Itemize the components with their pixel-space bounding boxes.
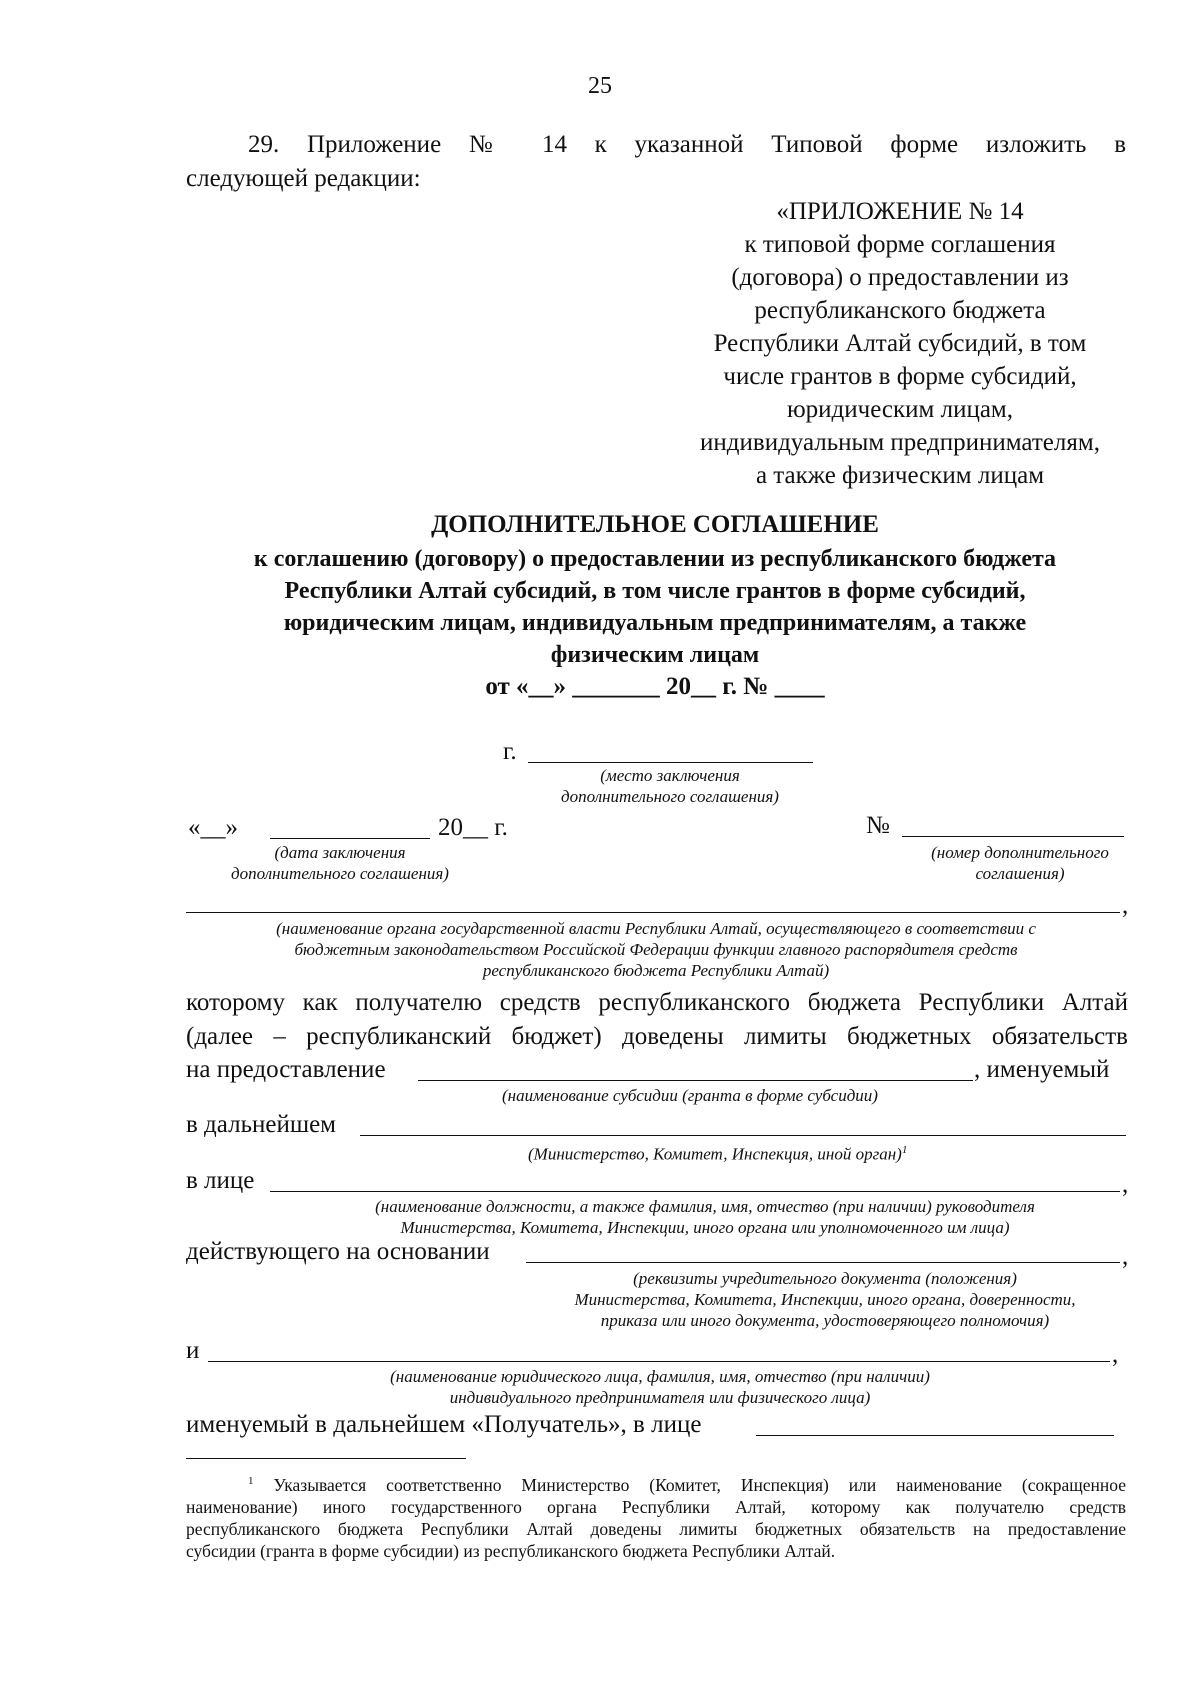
footnote-line: республиканского бюджета Республики Алтай доведены лимиты бюджетных обязательств на предоставление [186,1518,1126,1539]
appendix-line: числе грантов в форме субсидий, [723,363,1077,390]
appendix-header [660,195,1140,492]
title-line: Республики Алтай субсидий, в том числе грантов в форме субсидий, [284,578,1026,604]
date-caption [200,842,480,884]
authority-field[interactable] [186,912,1120,913]
named-recipient-prefix: именуемый в дальнейшем «Получатель», в лице [186,1411,702,1438]
appendix-line: к типовой форме соглашения [744,231,1056,258]
subsidy-field[interactable] [418,1080,973,1081]
title-line: физическим лицам [550,642,760,668]
appendix-line: республиканского бюджета [754,297,1046,324]
appendix-line: юридическим лицам, [786,396,1014,423]
basis-caption [520,1268,1130,1331]
footnote-line: субсидии (гранта в форме субсидии) из республиканского бюджета Республики Алтай. [186,1540,836,1561]
authority-comma: , [1122,892,1129,919]
footnote-line: наименование) иного государственного органа Республики Алтай, которому как получателю средств [186,1496,1126,1517]
person-prefix: в лице [186,1167,255,1194]
person-field[interactable] [270,1191,1120,1192]
caption-line: (реквизиты учредительного документа (положения) [633,1269,1017,1288]
footnote [186,1470,1126,1562]
intro-line-1: 29. Приложение № 14 к указанной Типовой форме изложить в [248,131,1126,158]
document-title: ДОПОЛНИТЕЛЬНОЕ СОГЛАШЕНИЕ [431,511,879,538]
person-comma: , [1122,1171,1129,1198]
subsidy-caption: (наименование субсидии (гранта в форме субсидии) [502,1086,878,1105]
recipient-caption [250,1366,1070,1408]
caption-line: (наименование органа государственной власти Республики Алтай, осуществляющего в соответствии с [276,919,1036,938]
basis-field[interactable] [526,1262,1120,1263]
caption-line: (Министерство, Комитет, Инспекция, иной орган) [528,1144,902,1164]
recipient-field[interactable] [208,1361,1110,1362]
footnote-marker: 1 [248,1475,254,1487]
footnote-line: Указывается соответственно Министерство (Комитет, Инспекция) или наименование (сокращенное [273,1474,1126,1495]
caption-line: соглашения) [975,864,1065,883]
named-suffix: , именуемый [974,1056,1110,1083]
place-prefix: г. [503,738,517,765]
ministry-field[interactable] [360,1135,1126,1136]
caption-line: (место заключения [600,766,740,785]
caption-line: Министерства, Комитета, Инспекции, иного органа, доверенности, [574,1290,1076,1309]
provision-prefix: на предоставление [186,1056,386,1083]
basis-prefix: действующего на основании [186,1238,490,1265]
further-prefix: в дальнейшем [186,1111,336,1138]
caption-line: Министерства, Комитета, Инспекции, иного органа или уполномоченного им лица) [400,1218,1010,1237]
appendix-line: «ПРИЛОЖЕНИЕ № 14 [776,198,1024,225]
caption-line: республиканского бюджета Республики Алтай) [482,961,830,980]
number-sign: № [866,812,890,839]
caption-line: (номер дополнительного [931,843,1109,862]
title-subtitle [180,543,1130,671]
person-caption [280,1196,1130,1238]
date-year: 20__ г. [438,814,508,841]
appendix-line: (договора) о предоставлении из [731,264,1069,291]
caption-line: дополнительного соглашения) [231,864,449,883]
caption-line: (наименование должности, а также фамилия, имя, отчество (при наличии) руководителя [375,1197,1035,1216]
title-line: к соглашению (договору) о предоставлении из республиканского бюджета [253,546,1057,572]
appendix-line: а также физическим лицам [755,462,1045,489]
ministry-caption [528,1140,907,1165]
caption-line: индивидуального предпринимателя или физического лица) [449,1388,871,1407]
title-line: юридическим лицам, индивидуальным предпринимателям, а также [283,610,1027,636]
number-caption [900,842,1140,884]
basis-comma: , [1122,1243,1129,1270]
footnote-divider [186,1458,466,1459]
caption-line: дополнительного соглашения) [561,787,779,806]
caption-line: (дата заключения [274,843,406,862]
recipient-comma: , [1112,1341,1119,1368]
number-field[interactable] [902,836,1124,837]
recipient-person-field[interactable] [756,1435,1114,1436]
date-day: «__» [188,814,238,841]
title-date-line: от «__» _______ 20__ г. № ____ [485,673,825,700]
place-field[interactable] [528,762,813,763]
page-number: 25 [588,73,612,99]
appendix-line: индивидуальным предпринимателям, [700,429,1100,456]
appendix-line: Республики Алтай субсидий, в том [713,330,1087,357]
date-month-field[interactable] [270,838,430,839]
body-line-2: (далее – республиканский бюджет) доведены лимиты бюджетных обязательств [186,1023,1128,1050]
caption-line: бюджетным законодательством Российской Федерации функции главного распорядителя средств [294,940,1018,959]
footnote-marker: 1 [901,1144,908,1156]
authority-caption [186,918,1126,981]
body-line-1: которому как получателю средств республиканского бюджета Республики Алтай [186,989,1128,1016]
and-prefix: и [186,1337,200,1364]
intro-line-2: следующей редакции: [186,165,421,192]
place-caption [520,765,820,807]
caption-line: (наименование юридического лица, фамилия, имя, отчество (при наличии) [390,1367,930,1386]
caption-line: приказа или иного документа, удостоверяющего полномочия) [600,1311,1050,1330]
